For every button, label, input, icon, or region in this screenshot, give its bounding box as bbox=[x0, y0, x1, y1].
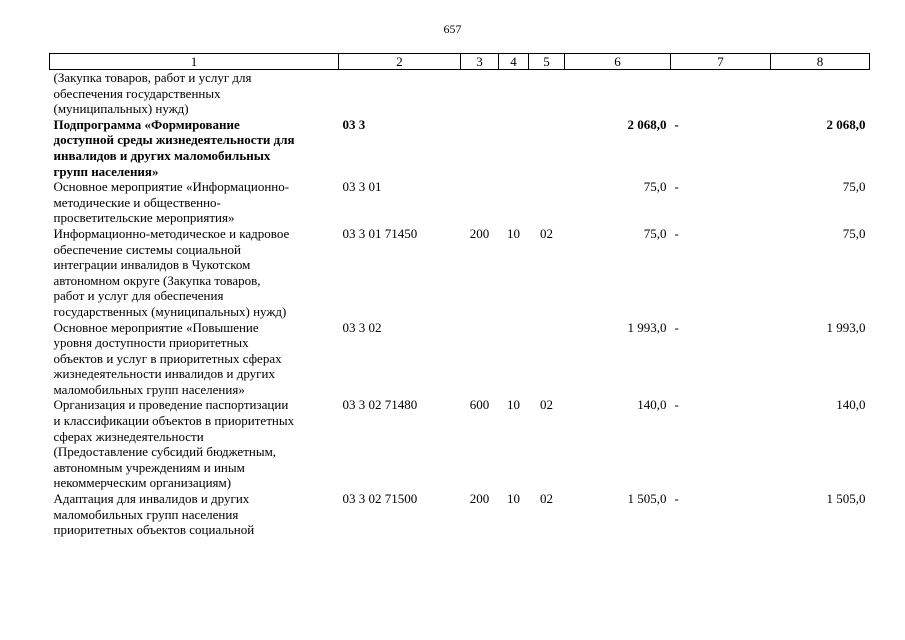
row-col4-cell bbox=[499, 320, 529, 398]
row-col4-cell bbox=[499, 70, 529, 117]
table-row bbox=[50, 320, 870, 398]
row-col8-cell: 75,0 bbox=[842, 179, 866, 195]
row-col7-cell: - bbox=[674, 225, 679, 241]
header-col-5: 5 bbox=[529, 54, 565, 70]
row-col7-cell: - bbox=[674, 491, 679, 507]
row-code-cell: 03 3 02 71500 bbox=[342, 491, 418, 507]
header-col-2: 2 bbox=[339, 54, 461, 70]
row-col4-cell: 10 bbox=[507, 225, 520, 241]
row-col5-cell bbox=[529, 70, 565, 117]
table-row bbox=[50, 179, 870, 226]
row-col3-cell: 600 bbox=[469, 397, 490, 413]
row-col4-cell: 10 bbox=[507, 491, 520, 507]
header-col-8: 8 bbox=[771, 54, 870, 70]
budget-table bbox=[49, 53, 870, 538]
row-col6-cell: 2 068,0 bbox=[627, 116, 667, 132]
row-name-cell: Подпрограмма «Формирование доступной среды жизнедеятельности для инвалидов и других маломобильных групп населения» bbox=[53, 116, 295, 179]
row-col3-cell: 200 bbox=[469, 225, 490, 241]
row-name-cell: Организация и проведение паспортизации и классификации объектов в приоритетных сферах жизнедеятельности (Предоставление субсидий бюджетным, автономным учреждениям и иным некоммерческим организациям) bbox=[53, 397, 295, 491]
table-header-row bbox=[50, 54, 870, 70]
row-col8-cell: 140,0 bbox=[836, 397, 866, 413]
row-col3-cell bbox=[461, 117, 499, 179]
header-col-6: 6 bbox=[565, 54, 671, 70]
row-col7-cell: - bbox=[674, 116, 679, 132]
row-name-cell: Информационно-методическое и кадровое обеспечение системы социальной интеграции инвалидов в Чукотском автономном округе (Закупка товаров, работ и услуг для обеспечения государственных (муниципальных) нужд) bbox=[53, 225, 290, 319]
table-row bbox=[50, 491, 870, 538]
table-row bbox=[50, 117, 870, 179]
row-code-cell: 03 3 01 71450 bbox=[342, 225, 418, 241]
row-col3-cell: 200 bbox=[469, 491, 490, 507]
row-col6-cell: 140,0 bbox=[637, 397, 667, 413]
row-col4-cell: 10 bbox=[507, 397, 520, 413]
row-col3-cell bbox=[461, 70, 499, 117]
row-col8-cell: 1 993,0 bbox=[826, 319, 866, 335]
row-col4-cell bbox=[499, 179, 529, 226]
table-row bbox=[50, 70, 870, 117]
row-col5-cell: 02 bbox=[540, 491, 553, 507]
row-code-cell bbox=[339, 70, 461, 117]
row-name-cell: Основное мероприятие «Повышение уровня доступности приоритетных объектов и услуг в приоритетных сферах жизнедеятельности инвалидов и других маломобильных групп населения» bbox=[53, 319, 282, 397]
row-col5-cell: 02 bbox=[540, 397, 553, 413]
row-col7-cell: - bbox=[674, 179, 679, 195]
row-col4-cell bbox=[499, 117, 529, 179]
row-col6-cell: 1 993,0 bbox=[627, 319, 667, 335]
row-col6-cell bbox=[565, 70, 671, 117]
row-col8-cell: 1 505,0 bbox=[826, 491, 866, 507]
row-col3-cell bbox=[461, 320, 499, 398]
row-col8-cell: 75,0 bbox=[842, 225, 866, 241]
row-col6-cell: 1 505,0 bbox=[627, 491, 667, 507]
row-col6-cell: 75,0 bbox=[643, 225, 667, 241]
row-code-cell: 03 3 01 bbox=[342, 179, 382, 195]
header-col-4: 4 bbox=[499, 54, 529, 70]
row-code-cell: 03 3 bbox=[342, 116, 366, 132]
page-number: 657 bbox=[443, 22, 462, 36]
row-col6-cell: 75,0 bbox=[643, 179, 667, 195]
row-name-cell: Основное мероприятие «Информационно- методические и общественно- просветительские мероприятия» bbox=[53, 179, 290, 226]
row-col7-cell bbox=[671, 70, 771, 117]
row-name-cell: (Закупка товаров, работ и услуг для обеспечения государственных (муниципальных) нужд) bbox=[53, 70, 252, 117]
row-col5-cell bbox=[529, 117, 565, 179]
header-col-7: 7 bbox=[671, 54, 771, 70]
row-col5-cell bbox=[529, 320, 565, 398]
row-col5-cell bbox=[529, 179, 565, 226]
row-col7-cell: - bbox=[674, 319, 679, 335]
row-col3-cell bbox=[461, 179, 499, 226]
row-code-cell: 03 3 02 bbox=[342, 319, 382, 335]
row-col5-cell: 02 bbox=[540, 225, 553, 241]
row-col8-cell: 2 068,0 bbox=[826, 116, 866, 132]
table-row bbox=[50, 226, 870, 320]
row-code-cell: 03 3 02 71480 bbox=[342, 397, 418, 413]
row-col7-cell: - bbox=[674, 397, 679, 413]
row-col8-cell bbox=[771, 70, 870, 117]
row-name-cell: Адаптация для инвалидов и других маломобильных групп населения приоритетных объектов социальной bbox=[53, 491, 255, 538]
header-col-3: 3 bbox=[461, 54, 499, 70]
header-col-1: 1 bbox=[50, 54, 339, 70]
table-row bbox=[50, 397, 870, 491]
